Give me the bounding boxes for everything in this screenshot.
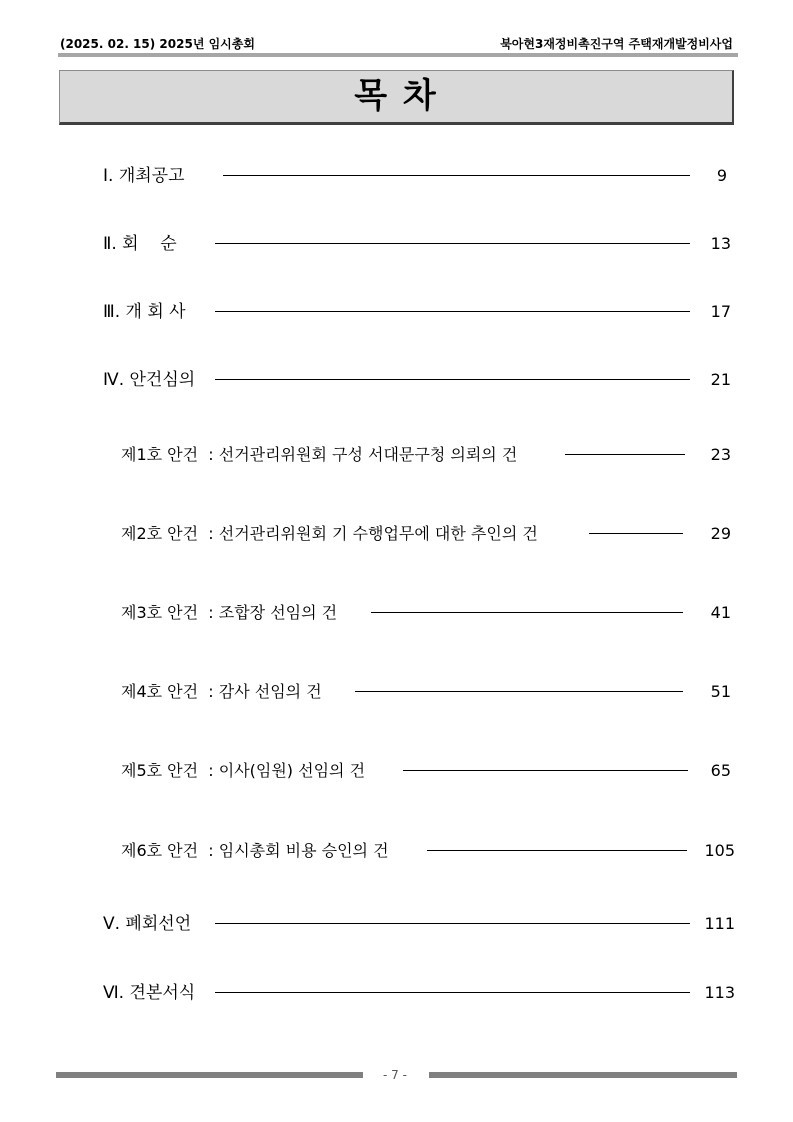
toc-entry-label: 제1호 안건 : 선거관리위원회 구성 서대문구청 의뢰의 건 bbox=[121, 445, 518, 464]
toc-leader-line bbox=[215, 243, 690, 244]
toc-entry-label: 제4호 안건 : 감사 선임의 건 bbox=[121, 682, 322, 701]
toc-leader-line bbox=[565, 454, 685, 455]
header-divider bbox=[58, 53, 738, 57]
header-meeting-date: (2025. 02. 15) 2025년 임시총회 bbox=[60, 37, 255, 51]
toc-entry-6[interactable] bbox=[103, 981, 735, 1005]
toc-leader-line bbox=[589, 533, 683, 534]
toc-entry-label: Ⅰ. 개최공고 bbox=[103, 166, 185, 186]
toc-entry-label: 제6호 안건 : 임시총회 비용 승인의 건 bbox=[121, 841, 389, 860]
toc-agenda-item-6[interactable] bbox=[121, 839, 735, 863]
toc-page-number: 17 bbox=[710, 302, 731, 321]
toc-leader-line bbox=[427, 850, 687, 851]
header-project-name: 북아현3재정비촉진구역 주택재개발정비사업 bbox=[500, 37, 733, 51]
toc-leader-line bbox=[215, 923, 690, 924]
toc-entry-4[interactable] bbox=[103, 368, 733, 392]
toc-entry-label: 제3호 안건 : 조합장 선임의 건 bbox=[121, 603, 338, 622]
toc-page-number: 111 bbox=[704, 914, 735, 933]
toc-agenda-item-2[interactable] bbox=[121, 522, 733, 546]
toc-agenda-item-1[interactable] bbox=[121, 443, 733, 467]
toc-entry-label: Ⅵ. 견본서식 bbox=[103, 983, 196, 1003]
toc-entry-1[interactable] bbox=[103, 164, 733, 188]
toc-leader-line bbox=[215, 992, 690, 993]
toc-entry-5[interactable] bbox=[103, 912, 735, 936]
toc-page-number: 13 bbox=[710, 234, 731, 253]
toc-leader-line bbox=[371, 612, 683, 613]
footer-page-number: - 7 - bbox=[383, 1068, 407, 1082]
toc-entry-2[interactable] bbox=[103, 232, 733, 256]
toc-page-number: 105 bbox=[704, 841, 735, 860]
toc-title-box bbox=[59, 70, 734, 125]
toc-page-number: 21 bbox=[710, 370, 731, 389]
toc-page-number: 29 bbox=[710, 524, 731, 543]
toc-entry-label: 제5호 안건 : 이사(임원) 선임의 건 bbox=[121, 761, 366, 780]
toc-entry-label: 제2호 안건 : 선거관리위원회 기 수행업무에 대한 추인의 건 bbox=[121, 524, 538, 543]
toc-page-number: 113 bbox=[704, 983, 735, 1002]
toc-page-number: 23 bbox=[710, 445, 731, 464]
toc-entry-label: Ⅴ. 폐회선언 bbox=[103, 914, 192, 934]
toc-page-number: 41 bbox=[710, 603, 731, 622]
toc-leader-line bbox=[403, 770, 688, 771]
toc-entry-label: Ⅱ. 회 순 bbox=[103, 234, 177, 254]
toc-agenda-item-4[interactable] bbox=[121, 680, 733, 704]
toc-entry-label: Ⅲ. 개 회 사 bbox=[103, 302, 186, 322]
toc-leader-line bbox=[215, 379, 690, 380]
toc-agenda-item-5[interactable] bbox=[121, 759, 733, 783]
toc-page-number: 51 bbox=[710, 682, 731, 701]
toc-entry-3[interactable] bbox=[103, 300, 733, 324]
toc-page-number: 65 bbox=[710, 761, 731, 780]
toc-page-number: 9 bbox=[716, 166, 727, 185]
footer-bar-left bbox=[56, 1072, 363, 1078]
toc-entry-label: Ⅳ. 안건심의 bbox=[103, 370, 196, 390]
toc-leader-line bbox=[223, 175, 690, 176]
toc-leader-line bbox=[215, 311, 690, 312]
toc-agenda-item-3[interactable] bbox=[121, 601, 733, 625]
footer-bar-right bbox=[429, 1072, 737, 1078]
toc-leader-line bbox=[355, 691, 683, 692]
toc-title: 목 차 bbox=[354, 76, 438, 116]
